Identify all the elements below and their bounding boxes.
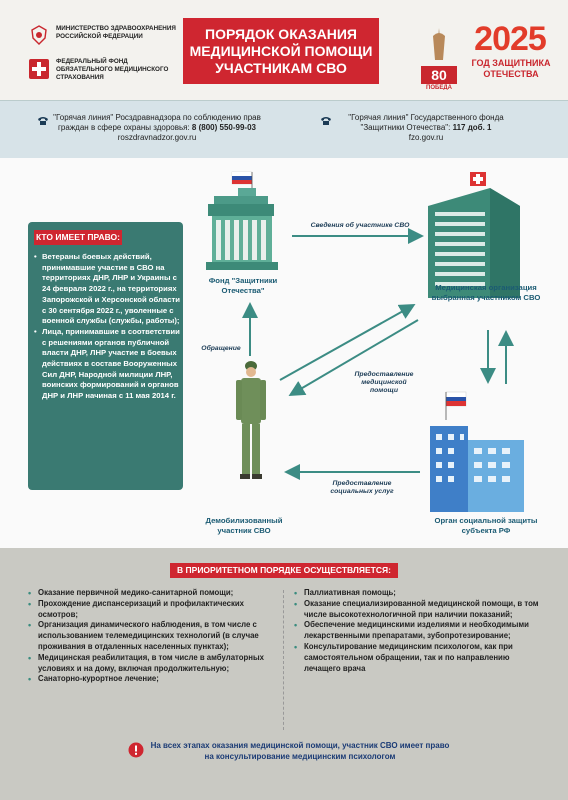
hotline-fzo-line2 bbox=[336, 123, 516, 133]
rights-title: КТО ИМЕЕТ ПРАВО: bbox=[34, 230, 122, 245]
list-item: • Оказание специализированной медицинской помощи, в том числе высокотехнологичной при наличии показаний; bbox=[292, 599, 542, 621]
bullet-icon: • bbox=[34, 326, 37, 336]
medorg-label: Медицинская организация выбранная участником СВО bbox=[431, 283, 541, 302]
ministry-emblem-icon bbox=[28, 24, 50, 46]
hotline-roszdrav-site[interactable]: roszdravnadzor.gov.ru bbox=[117, 133, 197, 142]
arrow-appeal-label: Обращение bbox=[201, 345, 241, 352]
victory-80-logo-icon bbox=[413, 26, 465, 90]
hotline-fzo-line1: "Горячая линия" Государственного фонда bbox=[348, 113, 504, 122]
fund-building-icon bbox=[206, 172, 278, 270]
list-item: • Обеспечение медицинскими изделиями и необходимыми лекарственными препаратами, зубопротезирование; bbox=[292, 620, 542, 642]
hotline-roszdrav-line2 bbox=[52, 123, 262, 133]
list-item: • Паллиативная помощь; bbox=[292, 588, 542, 599]
fund-label: Фонд "Защитники Отечества" bbox=[208, 276, 278, 295]
hotline-fzo-site[interactable]: fzo.gov.ru bbox=[408, 133, 444, 142]
list-item: • Санаторно-курортное лечение; bbox=[26, 674, 278, 685]
priority-title: В ПРИОРИТЕТНОМ ПОРЯДКЕ ОСУЩЕСТВЛЯЕТСЯ: bbox=[170, 563, 398, 578]
diagram-graphics bbox=[0, 158, 568, 548]
list-item: • Организация динамического наблюдения, в том числе с использованием телемедицинских технологий (в случае проживания в отдаленных населенных пунктах); bbox=[26, 620, 278, 652]
soldier-label: Демобилизованный участник СВО bbox=[205, 516, 283, 535]
page-title-text: ПОРЯДОК ОКАЗАНИЯ МЕДИЦИНСКОЙ ПОМОЩИ УЧАСТНИКАМ СВО bbox=[189, 25, 373, 76]
soldier-icon bbox=[236, 361, 266, 479]
arrow-to-medorg bbox=[280, 306, 412, 380]
priority-left-list bbox=[26, 588, 278, 685]
hotline-roszdrav bbox=[52, 113, 262, 143]
victory-word: ПОБЕДА bbox=[426, 85, 452, 90]
social-label: Орган социальной защиты субъекта РФ bbox=[434, 516, 538, 535]
hotline-fzo-label: "Защитники Отечества": bbox=[360, 123, 453, 132]
hotline-fzo bbox=[336, 113, 516, 143]
priority-divider bbox=[283, 590, 284, 730]
hotline-roszdrav-label: граждан в сфере охраны здоровья: bbox=[58, 123, 192, 132]
rights-item-dnr-lnr-text: Лица, принимавшие в соответствии с решениями органов публичной власти ДНР, ЛНР участие в боевых действиях в составе Вооруженных Сил ДНР, Народной милиции ЛНР, воинских формирований и органов ДНР и ЛНР начиная с 11 мая 2014 г. bbox=[42, 326, 180, 401]
phone-icon bbox=[320, 116, 332, 126]
page-title bbox=[183, 18, 379, 84]
bullet-icon: • bbox=[34, 252, 37, 261]
phone-icon bbox=[37, 116, 49, 126]
list-item: • Прохождение диспансеризаций и профилактических осмотров; bbox=[26, 599, 278, 621]
medical-building-icon bbox=[428, 172, 520, 298]
victory-number: 80 bbox=[431, 67, 447, 83]
social-building-icon bbox=[430, 392, 524, 512]
hotline-roszdrav-phone: 8 (800) 550-99-03 bbox=[191, 123, 256, 132]
year-subtitle: ГОД ЗАЩИТНИКА ОТЕЧЕСТВА bbox=[471, 58, 551, 79]
list-item: • Медицинская реабилитация, в том числе в амбулаторных условиях и на дому, включая продолжительную; bbox=[26, 653, 278, 675]
priority-right-list bbox=[292, 588, 542, 674]
footer-note: На всех этапах оказания медицинской помощи, участник СВО имеет право на консультирование медицинским психологом bbox=[150, 741, 450, 761]
hotline-roszdrav-line1: "Горячая линия" Росздравнадзора по соблюдению прав bbox=[53, 113, 261, 122]
year-number: 2025 bbox=[474, 20, 546, 58]
list-item: • Оказание первичной медико-санитарной помощи; bbox=[26, 588, 278, 599]
fund-name: ФЕДЕРАЛЬНЫЙ ФОНД ОБЯЗАТЕЛЬНОГО МЕДИЦИНСКОГО СТРАХОВАНИЯ bbox=[56, 58, 169, 81]
fund-logo-icon bbox=[28, 58, 50, 80]
ministry-name: МИНИСТЕРСТВО ЗДРАВООХРАНЕНИЯ РОССИЙСКОЙ ФЕДЕРАЦИИ bbox=[56, 25, 176, 40]
arrow-social-label: Предоставление социальных услуг bbox=[330, 480, 394, 495]
warning-icon bbox=[128, 742, 144, 758]
rights-item-veterans-text: Ветераны боевых действий, принимавшие участие в СВО на территориях ДНР, ЛНР и Украины с 24 февраля 2022 г., на территориях Запорожской и Херсонской области с 30 сентября 2022 г., уволенные с военной службы (службы, работы); bbox=[42, 252, 180, 326]
arrow-medhelp-label: Предоставление медицинской помощи bbox=[354, 371, 414, 394]
arrow-info-label: Сведения об участнике СВО bbox=[310, 222, 410, 229]
list-item: • Консультирование медицинским психологом, как при самостоятельном обращении, так и по направлению лечащего врача bbox=[292, 642, 542, 674]
hotline-fzo-phone: 117 доб. 1 bbox=[452, 123, 492, 132]
